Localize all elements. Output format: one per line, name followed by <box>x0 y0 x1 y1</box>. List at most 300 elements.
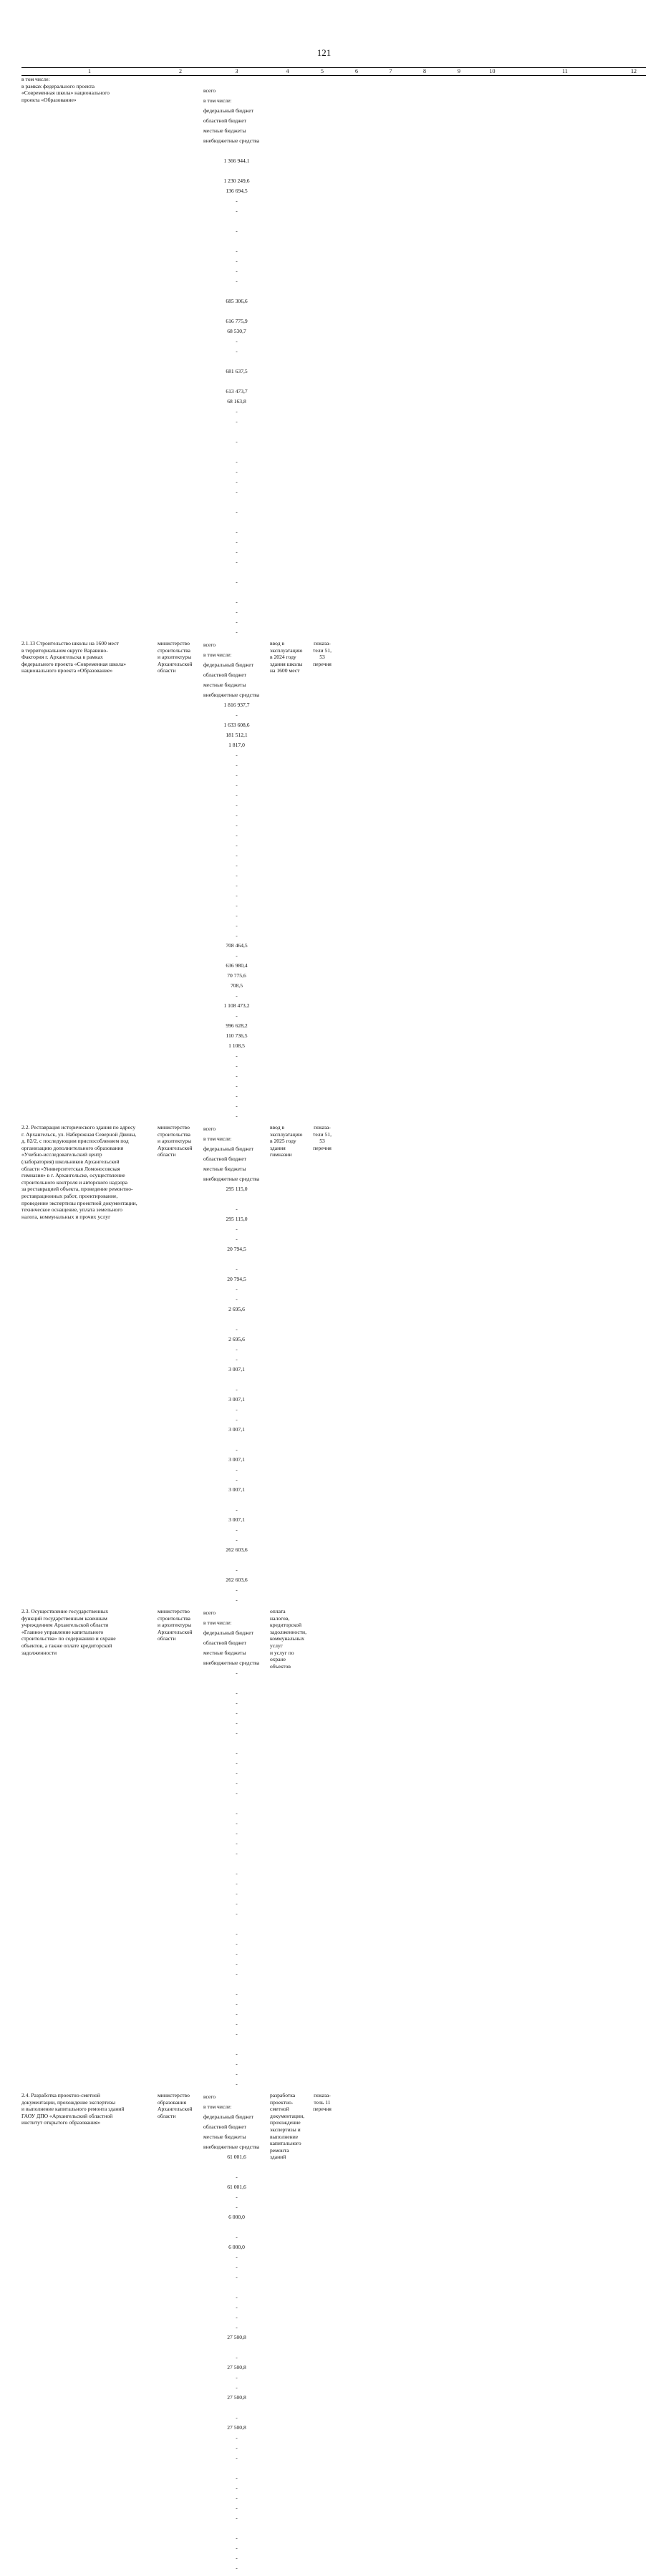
amount-value <box>203 1314 270 1325</box>
funding-source-label: всего <box>203 1609 216 1616</box>
column-header: 3 <box>203 68 270 76</box>
description-line: строительства» по содержанию и охране <box>21 1635 116 1642</box>
description-line: в рамках федерального проекта <box>21 82 95 89</box>
amount-value: - <box>236 2264 238 2270</box>
funding-source-label: в том числе: <box>203 2103 232 2110</box>
result-line: экспертизы и выполнение <box>270 2126 301 2140</box>
description-line: реставрационных работ, проектирование, <box>21 1192 118 1199</box>
executor-line: строительства <box>158 1614 190 1622</box>
executor-line: области <box>158 1635 176 1642</box>
amount-value: - <box>236 1466 238 1473</box>
amount-value: 3 007,1 <box>228 1456 245 1463</box>
amount-cell <box>203 1061 270 1121</box>
row-gap <box>21 2573 646 2576</box>
amount-value: - <box>236 1930 238 1937</box>
amount-value: - <box>236 418 238 425</box>
amount-value: 1 633 608,6 <box>223 722 250 728</box>
amount-value: - <box>236 2484 238 2491</box>
amount-value: - <box>236 1890 238 1897</box>
indicator-line: перечня <box>313 1144 332 1151</box>
responsible-executor <box>158 2092 203 2573</box>
amount-value: - <box>236 1820 238 1826</box>
blank-line <box>203 146 270 156</box>
description-line: «Современная школа» национального <box>21 89 110 97</box>
result-line: ввод в эксплуатацию в 2024 году <box>270 640 303 661</box>
funding-source-label: федеральный бюджет <box>203 1630 253 1636</box>
amount-value: - <box>236 792 238 798</box>
amount-cell <box>203 2513 270 2573</box>
column-header: 9 <box>442 68 476 76</box>
amount-value <box>203 166 270 176</box>
amount-value <box>203 1495 270 1505</box>
executor-line: Архангельской <box>158 1144 193 1151</box>
amount-value: - <box>236 2081 238 2087</box>
amount-value: - <box>236 922 238 929</box>
amount-value: - <box>236 1072 238 1079</box>
result-line: ввод в эксплуатацию в 2025 году <box>270 1124 303 1145</box>
amount-value: - <box>236 822 238 828</box>
amount-value: - <box>236 1416 238 1423</box>
amount-value: - <box>236 1266 238 1272</box>
amount-cell <box>203 1849 270 1909</box>
amount-value <box>203 2039 270 2049</box>
responsible-executor <box>158 76 203 638</box>
description-line: техническое оснащение, уплата земельного <box>21 1206 122 1214</box>
amount-value: 1 817,0 <box>228 742 245 748</box>
indicator-line: тель 11 <box>314 2098 331 2106</box>
amount-value: - <box>236 1700 238 1706</box>
amount-value: - <box>236 1970 238 1977</box>
amount-value: - <box>236 2204 238 2210</box>
amount-value: - <box>236 1093 238 1099</box>
amount-value: 636 980,4 <box>226 962 248 969</box>
funding-source-label: всего <box>203 2093 216 2100</box>
amount-cell <box>203 2453 270 2513</box>
amount-value: - <box>236 198 238 204</box>
funding-sources <box>203 640 270 700</box>
expected-result <box>270 76 305 638</box>
amount-value: - <box>236 1810 238 1816</box>
description-line: национального проекта «Образование» <box>21 667 113 674</box>
amount-value: 996 628,2 <box>226 1022 248 1029</box>
amount-value: - <box>236 2071 238 2077</box>
executor-line: Архангельской <box>158 1628 193 1635</box>
amount-value: 68 530,7 <box>227 328 246 334</box>
column-header: 7 <box>374 68 407 76</box>
expected-result <box>270 640 305 1121</box>
amount-value: - <box>236 2514 238 2521</box>
amount-value <box>203 2403 270 2413</box>
amount-value: 1 108 473,2 <box>223 1002 250 1009</box>
amount-value: 295 115,0 <box>226 1216 248 1222</box>
amount-value: - <box>236 2534 238 2541</box>
amount-value: - <box>236 2494 238 2501</box>
amount-value: - <box>236 2434 238 2441</box>
amount-value: - <box>236 852 238 858</box>
amount-value: - <box>236 932 238 939</box>
amount-value <box>203 1798 270 1808</box>
amount-value: - <box>236 1940 238 1947</box>
amount-cell <box>203 567 270 637</box>
column-header: 6 <box>339 68 374 76</box>
amount-value <box>203 1435 270 1445</box>
amount-value: - <box>236 1236 238 1242</box>
amount-value: - <box>236 1386 238 1393</box>
amount-value: - <box>236 1840 238 1846</box>
indicator-reference <box>305 76 339 638</box>
amount-value: 181 512,1 <box>226 732 248 738</box>
amount-value: 61 001,6 <box>227 2154 246 2160</box>
description-line: д. 82/2, с последующим приспособлением под <box>21 1138 129 1145</box>
amount-value: - <box>236 1326 238 1332</box>
amount-cell <box>203 1969 270 2029</box>
indicator-reference <box>305 640 339 1121</box>
description-line: 2.2. Реставрация исторического здания по адресу <box>21 1124 136 1130</box>
amount-value: - <box>236 1730 238 1736</box>
amount-value: - <box>236 248 238 254</box>
funding-source-label: местные бюджеты <box>203 2134 246 2140</box>
result-line: и услуг по охране объектов <box>270 1649 294 1670</box>
amount-value: - <box>236 268 238 274</box>
amount-value: - <box>236 338 238 344</box>
amount-value: - <box>236 508 238 515</box>
funding-source-label: областной бюджет <box>203 672 246 678</box>
column-header: 1 <box>21 68 158 76</box>
amount-value: - <box>236 2174 238 2180</box>
description-line: задолженности <box>21 1649 57 1656</box>
amount-value <box>203 2523 270 2533</box>
amount-value: - <box>236 1226 238 1232</box>
funding-sources <box>203 2092 270 2152</box>
description-line: «Учебно-исследовательский центр <box>21 1151 102 1158</box>
executor-line: Архангельской <box>158 660 193 667</box>
column-header: 8 <box>407 68 442 76</box>
amount-cell <box>203 497 270 567</box>
amount-value: - <box>236 1536 238 1543</box>
funding-sources <box>203 1608 270 1668</box>
amount-value: 3 007,1 <box>228 1366 245 1372</box>
responsible-executor <box>158 640 203 1121</box>
amount-value: - <box>236 538 238 545</box>
amount-value: 3 007,1 <box>228 1486 245 1493</box>
amount-value: - <box>236 1780 238 1786</box>
amount-value <box>203 587 270 597</box>
funding-source-label: областной бюджет <box>203 2124 246 2130</box>
executor-line: министерство <box>158 1608 190 1614</box>
funding-source-label: в том числе: <box>203 97 232 104</box>
amount-value: 295 115,0 <box>226 1186 248 1192</box>
amount-value: - <box>236 1083 238 1089</box>
amount-value: 3 007,1 <box>228 1396 245 1403</box>
amount-value: 6 000,0 <box>228 2244 245 2250</box>
funding-source-label: внебюджетные средства <box>203 1176 260 1182</box>
indicator-line: показа- <box>314 2092 331 2098</box>
amount-cell <box>203 2152 270 2212</box>
description-line: проекта «Образование» <box>21 96 77 103</box>
funding-sources <box>203 76 270 146</box>
amount-value <box>203 517 270 527</box>
amount-value: - <box>236 619 238 625</box>
amount-value: - <box>236 629 238 635</box>
amount-value: 110 736,5 <box>226 1032 248 1039</box>
indicator-line: тели 51, <box>313 1130 332 1138</box>
amount-value: - <box>236 1830 238 1836</box>
amount-value: - <box>236 1900 238 1907</box>
amount-value: - <box>236 1670 238 1676</box>
description-line: 2.1.13 Строительство школы на 1600 мест <box>21 640 119 647</box>
amount-value: - <box>236 1850 238 1856</box>
amount-cell <box>203 700 270 760</box>
amount-value: - <box>236 1690 238 1696</box>
amount-value: 27 500,8 <box>227 2394 246 2401</box>
description-line: за реставрацией объекта, проведение ремонтно- <box>21 1186 133 1193</box>
amount-cell <box>203 2029 270 2089</box>
amount-value: - <box>236 1720 238 1726</box>
amount-value: 3 007,1 <box>228 1426 245 1433</box>
funding-source-label: всего <box>203 1125 216 1132</box>
amount-value <box>203 1919 270 1929</box>
description-line: и выполнение капитального ремонта зданий <box>21 2106 125 2113</box>
amount-value: - <box>236 348 238 354</box>
amount-value: 20 794,5 <box>227 1276 246 1282</box>
amount-value: 262 603,6 <box>226 1577 248 1583</box>
amount-value: - <box>236 1103 238 1109</box>
amount-value: - <box>236 1910 238 1917</box>
activity-description <box>21 1608 158 2089</box>
amount-value: - <box>236 1587 238 1593</box>
amount-value: - <box>236 2414 238 2421</box>
amount-value: 616 775,9 <box>226 318 248 324</box>
amount-value: 3 007,1 <box>228 1516 245 1523</box>
description-line: учреждением Архангельской области <box>21 1622 109 1629</box>
description-line: документации, прохождение экспертизы <box>21 2098 116 2106</box>
amount-value: - <box>236 599 238 605</box>
amount-value: - <box>236 1597 238 1603</box>
table-row <box>21 76 646 638</box>
executor-line: строительства <box>158 647 190 654</box>
amount-value: - <box>236 812 238 818</box>
amount-value: - <box>236 862 238 868</box>
description-line: 2.3. Осуществление государственных <box>21 1608 109 1614</box>
indicator-line: показа- <box>314 1124 331 1130</box>
amount-cell <box>203 941 270 1001</box>
amount-value <box>203 1678 270 1688</box>
amount-cell <box>203 1304 270 1365</box>
blank-line <box>203 357 270 367</box>
amount-value: - <box>236 2354 238 2360</box>
amount-value: - <box>236 2030 238 2037</box>
amount-value: - <box>236 2314 238 2320</box>
executor-line: образования <box>158 2098 187 2106</box>
amount-value: - <box>236 1506 238 1513</box>
amount-cell <box>203 1668 270 1728</box>
amount-value: 20 794,5 <box>227 1246 246 1252</box>
description-line: «Главное управление капитального <box>21 1628 104 1635</box>
description-line: ГАОУ ДПО «Архангельский областной <box>21 2112 113 2119</box>
amount-value: - <box>236 1950 238 1957</box>
amount-value <box>203 1194 270 1204</box>
description-line: (лаборатория) школьников Архангельской <box>21 1158 120 1165</box>
amount-value: - <box>236 882 238 888</box>
responsible-executor <box>158 1608 203 2089</box>
amount-value: 685 306,6 <box>226 298 248 304</box>
description-line: области «Университетская Ломоносовская <box>21 1165 120 1172</box>
executor-line: министерство <box>158 640 190 647</box>
indicator-line: перечня <box>313 2106 332 2113</box>
amount-value: - <box>236 2194 238 2200</box>
amount-value: - <box>236 1012 238 1019</box>
amount-value: - <box>236 2020 238 2027</box>
amount-value: - <box>236 2454 238 2461</box>
amount-cell <box>203 1728 270 1788</box>
amount-value <box>203 2222 270 2232</box>
expected-result <box>270 1608 305 2089</box>
amount-cell <box>203 1485 270 1545</box>
description-line: федерального проекта «Современная школа» <box>21 660 127 667</box>
amount-value: - <box>236 1206 238 1212</box>
amount-value: - <box>236 1880 238 1887</box>
column-header: 11 <box>508 68 622 76</box>
amount-value: 613 473,7 <box>226 388 248 394</box>
amount-value: - <box>236 1960 238 1967</box>
amount-value: 2 695,6 <box>228 1306 245 1312</box>
amount-value: - <box>236 1750 238 1756</box>
executor-line: области <box>158 1151 176 1158</box>
table-row <box>21 2092 646 2573</box>
amount-value: - <box>236 548 238 555</box>
amount-value <box>203 2282 270 2292</box>
amount-value: - <box>236 1710 238 1716</box>
table-row <box>21 1608 646 2089</box>
funding-source-label: местные бюджеты <box>203 1166 246 1172</box>
executor-line: и архитектуры <box>158 1622 192 1629</box>
amount-value <box>203 1555 270 1565</box>
funding-source-label: федеральный бюджет <box>203 2113 253 2120</box>
amount-value: 6 000,0 <box>228 2214 245 2220</box>
amount-cell <box>203 1788 270 1849</box>
amount-value: 1 108,5 <box>228 1042 245 1049</box>
funding-source-label: областной бюджет <box>203 1156 246 1162</box>
amount-value: - <box>236 1870 238 1877</box>
description-line: г. Архангельск, ул. Набережная Северной Двины, <box>21 1130 137 1138</box>
amount-value: - <box>236 1446 238 1453</box>
amount-value <box>203 1254 270 1264</box>
column-header: 5 <box>305 68 339 76</box>
amount-value: - <box>236 2565 238 2571</box>
column-header: 2 <box>158 68 203 76</box>
executor-line: и архитектуры <box>158 1138 192 1145</box>
indicator-reference <box>305 2092 339 2573</box>
amount-value: 708 464,5 <box>226 942 248 949</box>
amount-value: - <box>236 1406 238 1413</box>
blank-line <box>203 567 270 577</box>
amount-value: - <box>236 2374 238 2381</box>
amount-value: - <box>236 1346 238 1352</box>
executor-line: области <box>158 2112 176 2119</box>
funding-source-label: федеральный бюджет <box>203 662 253 668</box>
amount-value: - <box>236 2555 238 2561</box>
blank-line <box>203 286 270 296</box>
amount-value: - <box>236 468 238 475</box>
amount-cell <box>203 357 270 427</box>
amount-value: 708,5 <box>230 982 243 989</box>
amount-value: - <box>236 842 238 848</box>
funding-source-label: внебюджетные средства <box>203 1660 260 1666</box>
description-line: проведение экспертизы проектной документации, <box>21 1199 137 1206</box>
result-line: задолженности, коммунальных услуг <box>270 1628 307 1649</box>
amount-cell <box>203 1184 270 1244</box>
amount-cell <box>203 286 270 357</box>
amount-value <box>203 2162 270 2172</box>
amount-value: - <box>236 1296 238 1302</box>
amount-value: - <box>236 1052 238 1059</box>
description-line: объектов, а также оплате кредиторской <box>21 1642 112 1649</box>
amount-value: 1 230 249,6 <box>223 178 250 184</box>
description-line: в том числе: <box>21 76 50 82</box>
column-header: 4 <box>270 68 305 76</box>
activity-description <box>21 1124 158 1605</box>
blank-line <box>203 497 270 507</box>
amount-value: - <box>236 1790 238 1796</box>
description-line: организацию дополнительного образования <box>21 1144 124 1151</box>
funding-source-label: в том числе: <box>203 652 232 658</box>
amount-value: - <box>236 488 238 495</box>
funding-source-label: местные бюджеты <box>203 1650 246 1656</box>
funding-source-label: всего <box>203 87 216 94</box>
executor-line: области <box>158 667 176 674</box>
amount-cell <box>203 1909 270 1969</box>
expected-result <box>270 2092 305 2573</box>
amount-value: - <box>236 952 238 959</box>
amount-cell <box>203 2333 270 2393</box>
result-line: документации, прохождение <box>270 2112 305 2126</box>
amount-value: - <box>236 2384 238 2391</box>
funding-source-label: в том числе: <box>203 1619 232 1626</box>
executor-line: министерство <box>158 1124 190 1130</box>
amount-cell <box>203 1545 270 1605</box>
amount-value <box>203 306 270 316</box>
amount-value: - <box>236 558 238 565</box>
amount-value: 27 500,8 <box>227 2424 246 2431</box>
amount-value: - <box>236 528 238 535</box>
amount-value: - <box>236 1567 238 1573</box>
amount-cell <box>203 2393 270 2453</box>
amount-value: 1 816 937,7 <box>223 702 250 708</box>
amount-value <box>203 2343 270 2353</box>
amount-value: - <box>236 992 238 999</box>
amount-value: 27 500,8 <box>227 2364 246 2371</box>
amount-cell <box>203 1001 270 1061</box>
row-gap-cell <box>21 2573 646 2576</box>
funding-source-label: местные бюджеты <box>203 682 246 688</box>
amount-value: - <box>236 712 238 718</box>
amount-value: - <box>236 258 238 264</box>
amount-value: - <box>236 2474 238 2481</box>
amount-value: - <box>236 752 238 758</box>
executor-line: строительства <box>158 1130 190 1138</box>
amount-value: - <box>236 892 238 899</box>
description-line: 2.4. Разработка проектно-сметной <box>21 2092 100 2098</box>
executor-line: министерство <box>158 2092 190 2098</box>
funding-source-label: внебюджетные средства <box>203 137 260 144</box>
description-line: институт открытого образования» <box>21 2119 101 2126</box>
amount-value <box>203 1738 270 1748</box>
amount-cell <box>203 2212 270 2272</box>
program-table <box>21 67 646 2576</box>
column-header: 10 <box>476 68 508 76</box>
activity-description <box>21 640 158 1121</box>
indicator-line: показа- <box>314 640 331 647</box>
